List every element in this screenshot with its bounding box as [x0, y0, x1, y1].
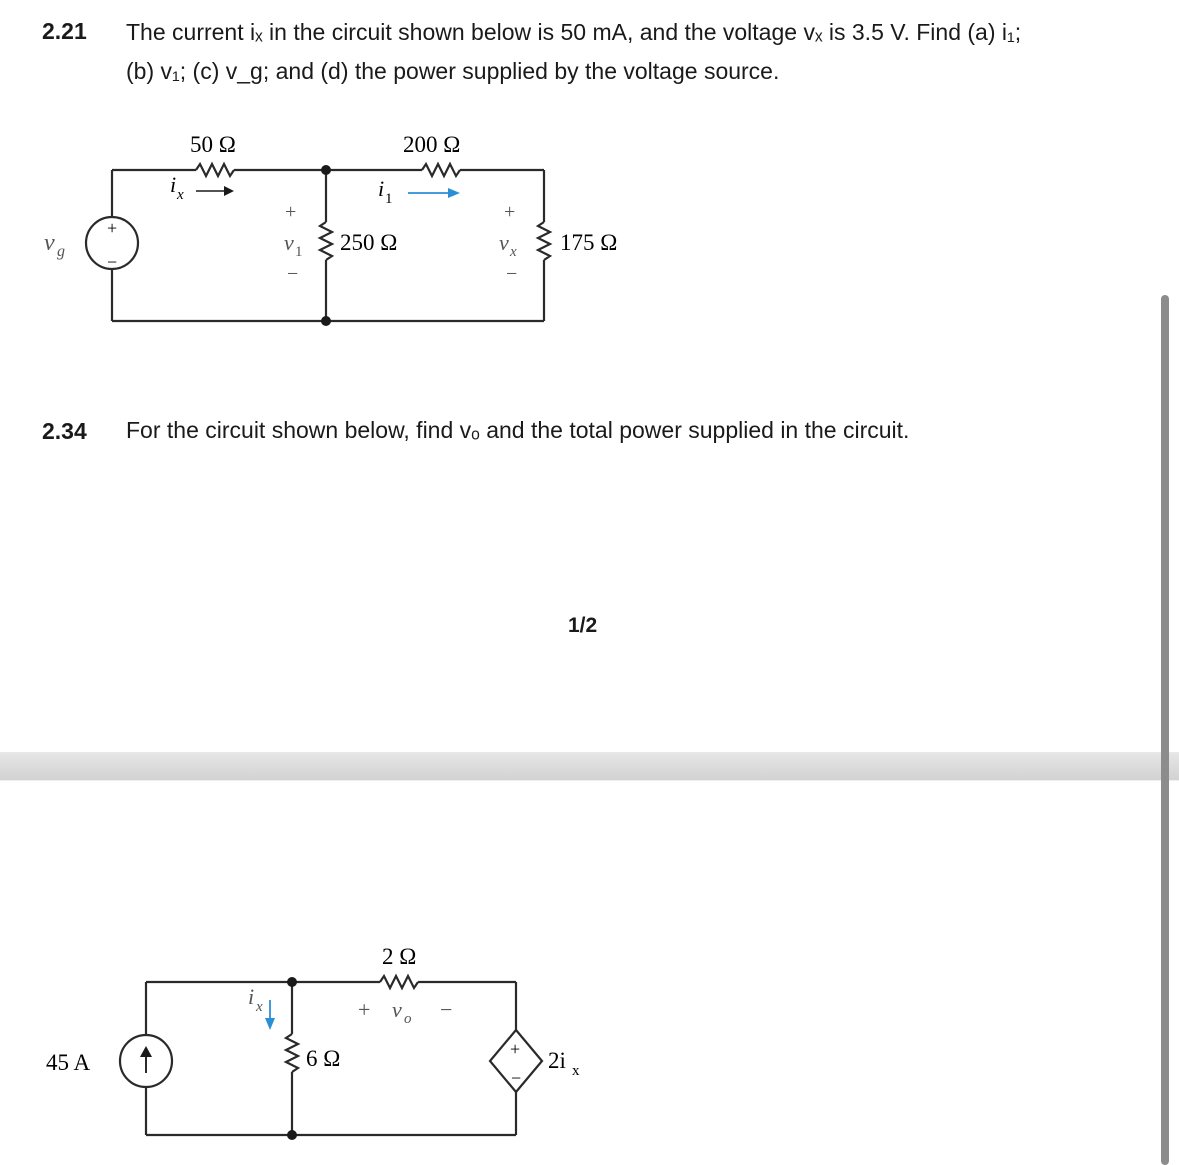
polarity-minus: −: [107, 252, 118, 272]
dependent-source-label-sub: x: [572, 1063, 580, 1079]
arrow-up-icon: [140, 1046, 152, 1057]
problem-text-line: The current iₓ in the circuit shown below is 50 mA, and the voltage vₓ is 3.5 V. Find (a) i₁;: [126, 19, 1022, 45]
resistor-label: 200 Ω: [403, 132, 461, 157]
scrollbar-thumb[interactable]: [1161, 295, 1169, 1165]
resistor-label: 175 Ω: [560, 230, 618, 255]
voltage-label: v: [284, 230, 294, 255]
polarity-plus: +: [504, 201, 516, 223]
current-label: i: [378, 176, 385, 201]
polarity-minus: −: [511, 1068, 522, 1088]
polarity-plus: +: [510, 1039, 521, 1059]
voltage-label-sub: x: [510, 244, 517, 260]
voltage-label: v: [499, 230, 509, 255]
current-label-sub: x: [256, 999, 263, 1015]
source-label-sub: g: [57, 243, 65, 260]
polarity-minus: −: [440, 997, 453, 1022]
voltage-label: v: [392, 997, 402, 1022]
current-label-sub: 1: [385, 191, 393, 207]
problem-number: 2.21: [42, 18, 87, 44]
dependent-source-label: 2i: [548, 1048, 566, 1073]
polarity-minus: −: [506, 263, 518, 285]
resistor-label: 50 Ω: [190, 132, 236, 157]
problem-number: 2.34: [42, 418, 87, 444]
resistor-label: 6 Ω: [306, 1046, 341, 1071]
polarity-plus: +: [358, 997, 371, 1022]
resistor-icon: [380, 976, 418, 988]
current-label-sub: x: [177, 187, 184, 203]
problem-text: For the circuit shown below, find vₒ and the total power supplied in the circuit.: [126, 417, 910, 443]
page-indicator: 1/2: [568, 614, 598, 637]
polarity-plus: +: [285, 201, 297, 223]
current-label: i: [248, 984, 255, 1009]
voltage-label-sub: o: [404, 1011, 412, 1027]
arrow-down-icon: [265, 1018, 275, 1030]
current-label: i: [170, 172, 177, 197]
resistor-icon: [286, 1034, 298, 1072]
resistor-label: 250 Ω: [340, 230, 398, 255]
node-dot: [287, 977, 297, 987]
source-label: 45 A: [46, 1050, 91, 1075]
voltage-label-sub: 1: [295, 244, 303, 260]
source-label: v: [44, 230, 55, 256]
node-dot: [287, 1130, 297, 1140]
problem-text-line: (b) v₁; (c) v_g; and (d) the power supplied by the voltage source.: [126, 58, 780, 84]
polarity-minus: −: [287, 263, 299, 285]
polarity-plus: +: [107, 218, 118, 238]
resistor-label: 2 Ω: [382, 944, 417, 969]
